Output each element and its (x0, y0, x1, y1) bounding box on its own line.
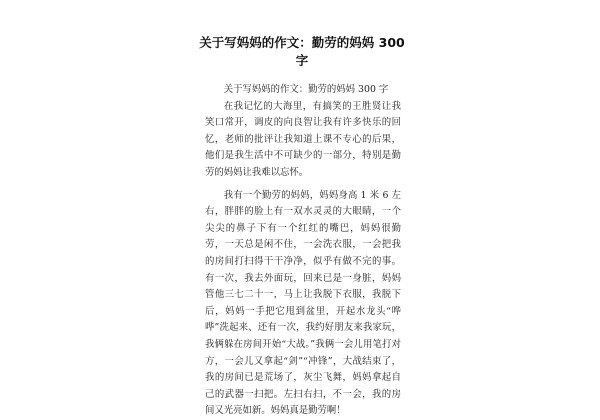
document-title: 关于写妈妈的作文：勤劳的妈妈 300 字 (199, 35, 405, 68)
document-subtitle: 关于写妈妈的作文：勤劳的妈妈 300 字 (223, 84, 389, 95)
document-body (205, 82, 401, 420)
paragraph-1: 在我记忆的大海里，有搞笑的王胜贤让我笑口常开，调皮的向良智让我有许多快乐的回忆，老师的批评让我知道上课不专心的后果，他们是我生活中不可缺少的一部分，特别是勤劳的妈妈让我难以忘怀。 (205, 100, 401, 178)
paragraph-2: 我有一个勤劳的妈妈，妈妈身高 1 米 6 左右，胖胖的脸上有一双水灵灵的大眼睛，一个尖尖的鼻子下有一个红红的嘴巴，妈妈很勤劳，一天总是闲不住，一会洗衣服，一会把我的房间打扫得干干净净，似乎有做不完的事。有一次，我去外面玩，回来已是一身脏，妈妈管他三七二十一，马上让我脱下衣服，我脱下后，妈妈一手把它甩到盆里，开起水龙头“哗哗”洗起来、还有一次，我约好朋友来我家玩，我俩躲在房间开始“大战。”我俩一会儿用笔打对方，一会儿又拿起“剑”“冲锋”，大战结束了，我的房间已是荒场了，灰尘飞舞，妈妈拿起自己的武器一扫把。左扫右扫，不一会，我的房间又光亮如新。妈妈真是勤劳啊！ (205, 189, 401, 417)
